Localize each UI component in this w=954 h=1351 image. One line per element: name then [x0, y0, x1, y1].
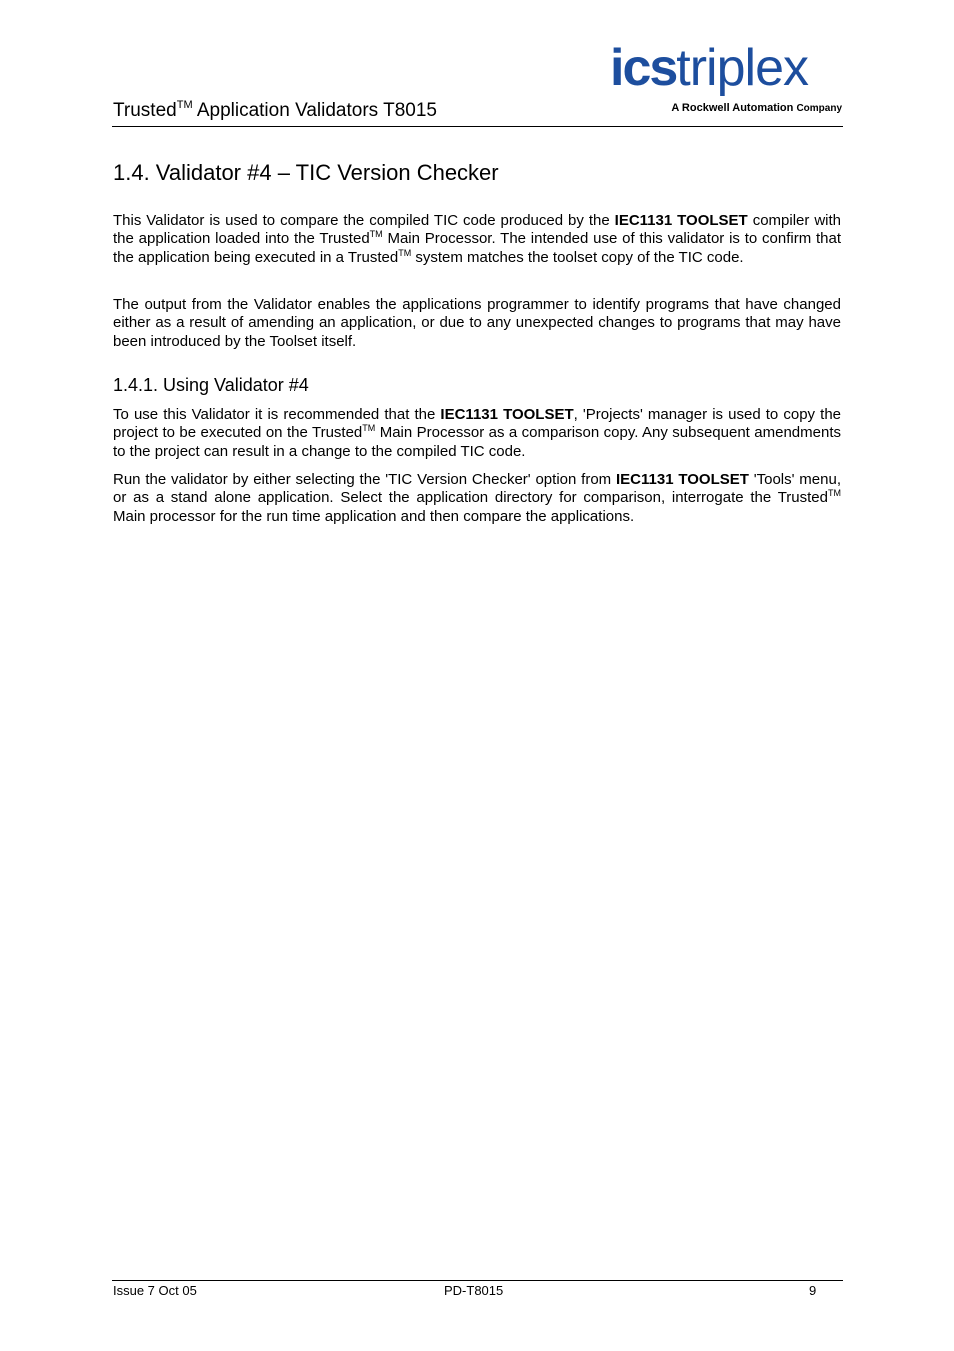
- trademark-superscript: TM: [362, 423, 376, 434]
- footer-doc-id: PD-T8015: [444, 1283, 504, 1298]
- logo-triplex: triplex: [676, 39, 809, 97]
- toolset-name-bold: IEC1131 TOOLSET: [614, 212, 748, 229]
- paragraph-run: [113, 471, 841, 526]
- text-run: , 'Projects' manager is used to copy the project to be executed on the Trusted: [113, 406, 842, 442]
- header-rule: [112, 126, 843, 127]
- text-run: system matches the toolset copy of the TIC code.: [411, 248, 744, 266]
- footer-issue: Issue 7 Oct 05: [113, 1283, 197, 1298]
- subsection-heading: 1.4.1. Using Validator #4: [113, 375, 309, 395]
- paragraph-intro: [113, 212, 841, 267]
- toolset-name-bold: IEC1131 TOOLSET: [615, 471, 749, 488]
- header-title-text: Application Validators T8015: [192, 100, 437, 121]
- logo-wordmark: [610, 40, 808, 96]
- text-run: This Validator is used to compare the compiled TIC code produced by the: [113, 212, 615, 229]
- text-run: compiler with the application loaded into the Trusted: [113, 212, 842, 248]
- trademark-superscript: TM: [369, 229, 383, 240]
- footer-page-number: 9: [809, 1283, 817, 1298]
- text-run: 'Tools' menu, or as a stand alone application. Select the application directory for comparison, interrogate the Trusted: [113, 471, 841, 507]
- logo-tagline-text: A Rockwell Automation: [671, 102, 794, 114]
- running-header-title: [113, 100, 437, 122]
- trademark-superscript: TM: [176, 99, 193, 111]
- paragraph-output: The output from the Validator enables the applications programmer to identify programs that have changed either as a result of amending an application, or due to any unexpected changes to programs that may have been introduced by the Toolset itself.: [113, 296, 841, 350]
- ics-triplex-logo: [610, 40, 844, 120]
- text-run: Main Processor. The intended use of this validator is to confirm that the application being executed in a Trusted: [113, 230, 841, 266]
- text-run: To use this Validator it is recommended that the: [113, 406, 441, 423]
- section-heading: 1.4. Validator #4 – TIC Version Checker: [113, 160, 499, 185]
- text-run: Main processor for the run time application and then compare the applications.: [113, 507, 635, 525]
- text-run: Main Processor as a comparison copy. Any subsequent amendments to the project can result in a change to the compiled TIC code.: [113, 424, 841, 460]
- logo-ics: ics: [610, 39, 677, 97]
- header-title-text: Trusted: [113, 100, 177, 121]
- paragraph-usage: [113, 406, 841, 461]
- footer-rule: [112, 1280, 843, 1281]
- trademark-superscript: TM: [398, 247, 412, 258]
- logo-tagline: [671, 102, 842, 114]
- toolset-name-bold: IEC1131 TOOLSET: [440, 406, 574, 423]
- text-run: Run the validator by either selecting the 'TIC Version Checker' option from: [113, 471, 616, 488]
- logo-company-text: Company: [796, 103, 842, 114]
- trademark-superscript: TM: [828, 488, 841, 499]
